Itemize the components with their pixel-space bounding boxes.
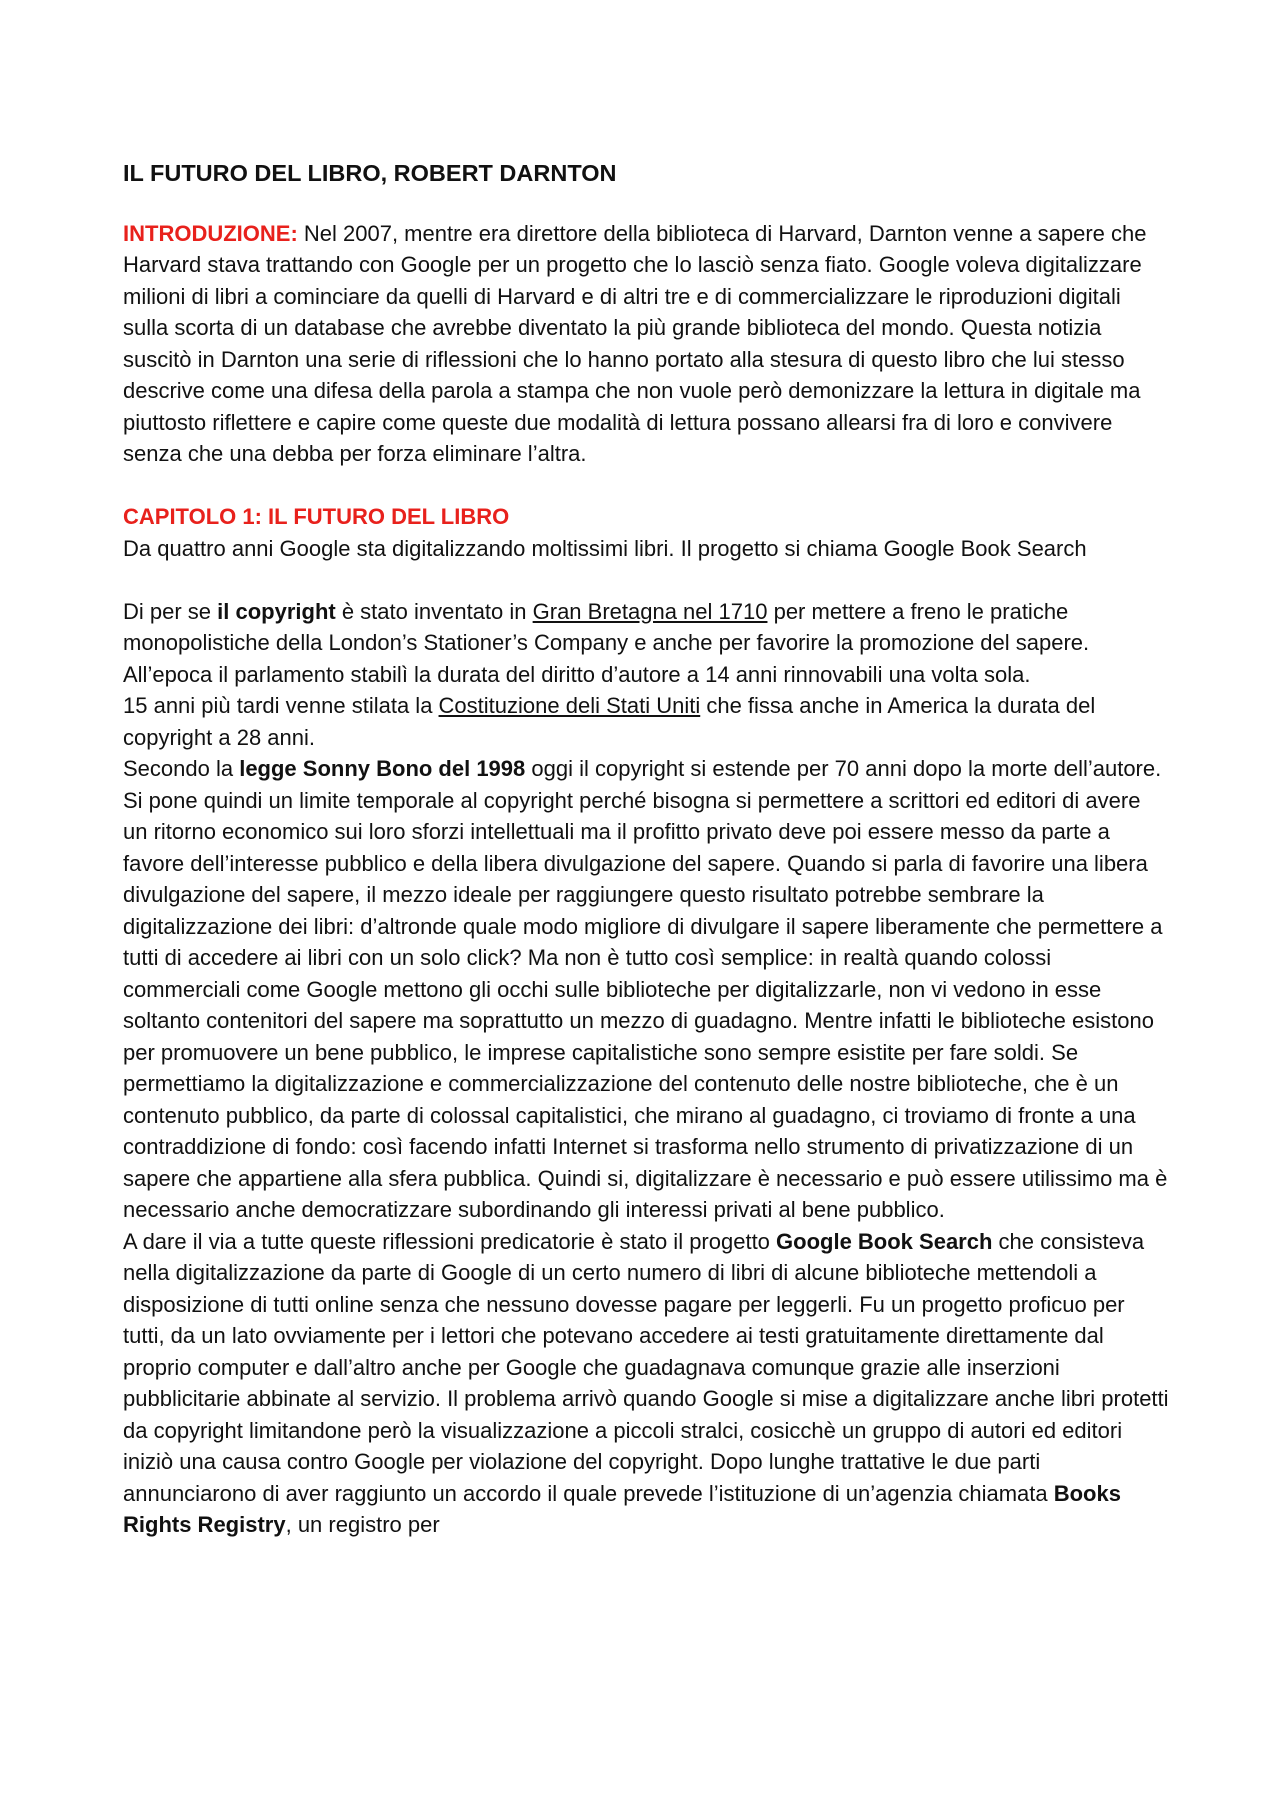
paragraph-spacer <box>123 470 1169 502</box>
intro-heading: INTRODUZIONE: <box>123 220 298 246</box>
text-run: , un registro per <box>285 1512 440 1537</box>
intro-paragraph <box>123 218 1169 470</box>
google-book-search-paragraph <box>123 1226 1169 1541</box>
chapter-1-intro-line: Da quattro anni Google sta digitalizzando moltissimi libri. Il progetto si chiama Google Book Search <box>123 535 1087 561</box>
text-run: che fissa anche in America la durata del copyright a 28 anni. <box>123 693 1096 750</box>
text-run: per mettere a freno le pratiche monopolistiche della London’s Stationer’s Company e anche per favorire la promozione del sapere. All’epoca il parlamento stabilì la durata del diritto d’autore a 14 anni rinnovabili una volta sola. <box>123 598 1090 687</box>
bold-google-book-search: Google Book Search <box>776 1228 993 1254</box>
text-run: A dare il via a tutte queste riflessioni predicatorie è stato il progetto <box>123 1228 777 1254</box>
text-run: Secondo la <box>123 756 240 781</box>
text-run: oggi il copyright si estende per 70 anni dopo la morte dell’autore. Si pone quindi un limite temporale al copyright perché bisogna si permettere a scrittori ed editori di avere un ritorno economico sui loro sforzi intellettuali ma il profitto privato deve poi essere messo da parte a favore dell’interesse pubblico e della libera divulgazione del sapere. Quando si parla di favorire una libera divulgazione del sapere, il mezzo ideale per raggiungere questo risultato potrebbe sembrare la digitalizzazione dei libri: d’altronde quale modo migliore di divulgare il sapere liberamente che permettere a tutti di accedere ai libri con un solo click? Ma non è tutto così semplice: in realtà quando colossi commerciali come Google mettono gli occhi sulle biblioteche per digitalizzarle, non vi vedono in esse soltanto contenitori del sapere ma soprattutto un mezzo di guadagno. Mentre infatti le biblioteche esistono per promuovere un bene pubblico, le imprese capitalistiche sono sempre esistite per fare soldi. Se permettiamo la digitalizzazione e commercializzazione del contenuto delle nostre biblioteche, che è un contenuto pubblico, da parte di colossal capitalistici, che mirano al guadagno, ci troviamo di fronte a una contraddizione di fondo: così facendo infatti Internet si trasforma nello strumento di privatizzazione di un sapere che appartiene alla sfera pubblica. Quindi si, digitalizzare è necessario e può essere utilissimo ma è necessario anche democratizzare subordinando gli interessi privati al bene pubblico. <box>123 756 1168 1222</box>
text-run: Di per se <box>123 598 218 624</box>
us-constitution-paragraph <box>123 690 1169 753</box>
bold-sonny-bono: legge Sonny Bono del 1998 <box>239 756 526 781</box>
bold-books-rights-registry: Books Rights Registry <box>123 1480 1121 1537</box>
sonny-bono-paragraph <box>123 753 1169 1226</box>
paragraph-spacer <box>123 564 1169 596</box>
document-title: IL FUTURO DEL LIBRO, ROBERT DARNTON <box>123 160 617 186</box>
chapter-1-heading: CAPITOLO 1: IL FUTURO DEL LIBRO <box>123 504 510 529</box>
document-page <box>123 158 1169 1541</box>
underlined-gran-bretagna: Gran Bretagna nel 1710 <box>532 598 768 624</box>
bold-copyright: il copyright <box>217 598 336 624</box>
text-run: 15 anni più tardi venne stilata la <box>123 693 439 718</box>
copyright-paragraph <box>123 596 1169 691</box>
text-run: è stato inventato in <box>335 598 533 624</box>
intro-text: Nel 2007, mentre era direttore della biblioteca di Harvard, Darnton venne a sapere che Harvard stava trattando con Google per un progetto che lo lasciò senza fiato. Google voleva digitalizzare milioni di libri a cominciare da quelli di Harvard e di altri tre e di commercializzare le riproduzioni digitali sulla scorta di un database che avrebbe diventato la più grande biblioteca del mondo. Questa notizia suscitò in Darnton una serie di riflessioni che lo hanno portato alla stesura di questo libro che lui stesso descrive come una difesa della parola a stampa che non vuole però demonizzare la lettura in digitale ma piuttosto riflettere e capire come queste due modalità di lettura possano allearsi fra di loro e convivere senza che una debba per forza eliminare l’altra. <box>123 220 1147 466</box>
text-run: che consisteva nella digitalizzazione da parte di Google di un certo numero di libri di alcune biblioteche mettendoli a disposizione di tutti online senza che nessuno dovesse pagare per leggerli. Fu un progetto proficuo per tutti, da un lato ovviamente per i lettori che potevano accedere ai testi gratuitamente direttamente dal proprio computer e dall’altro anche per Google che guadagnava comunque grazie alle inserzioni pubblicitarie abbinate al servizio. Il problema arrivò quando Google si mise a digitalizzare anche libri protetti da copyright limitandone però la visualizzazione a piccoli stralci, cosicchè un gruppo di autori ed editori iniziò una causa contro Google per violazione del copyright. Dopo lunghe trattative le due parti annunciarono di aver raggiunto un accordo il quale prevede l’istituzione di un’agenzia chiamata <box>123 1228 1169 1506</box>
underlined-costituzione: Costituzione deli Stati Uniti <box>438 693 701 718</box>
